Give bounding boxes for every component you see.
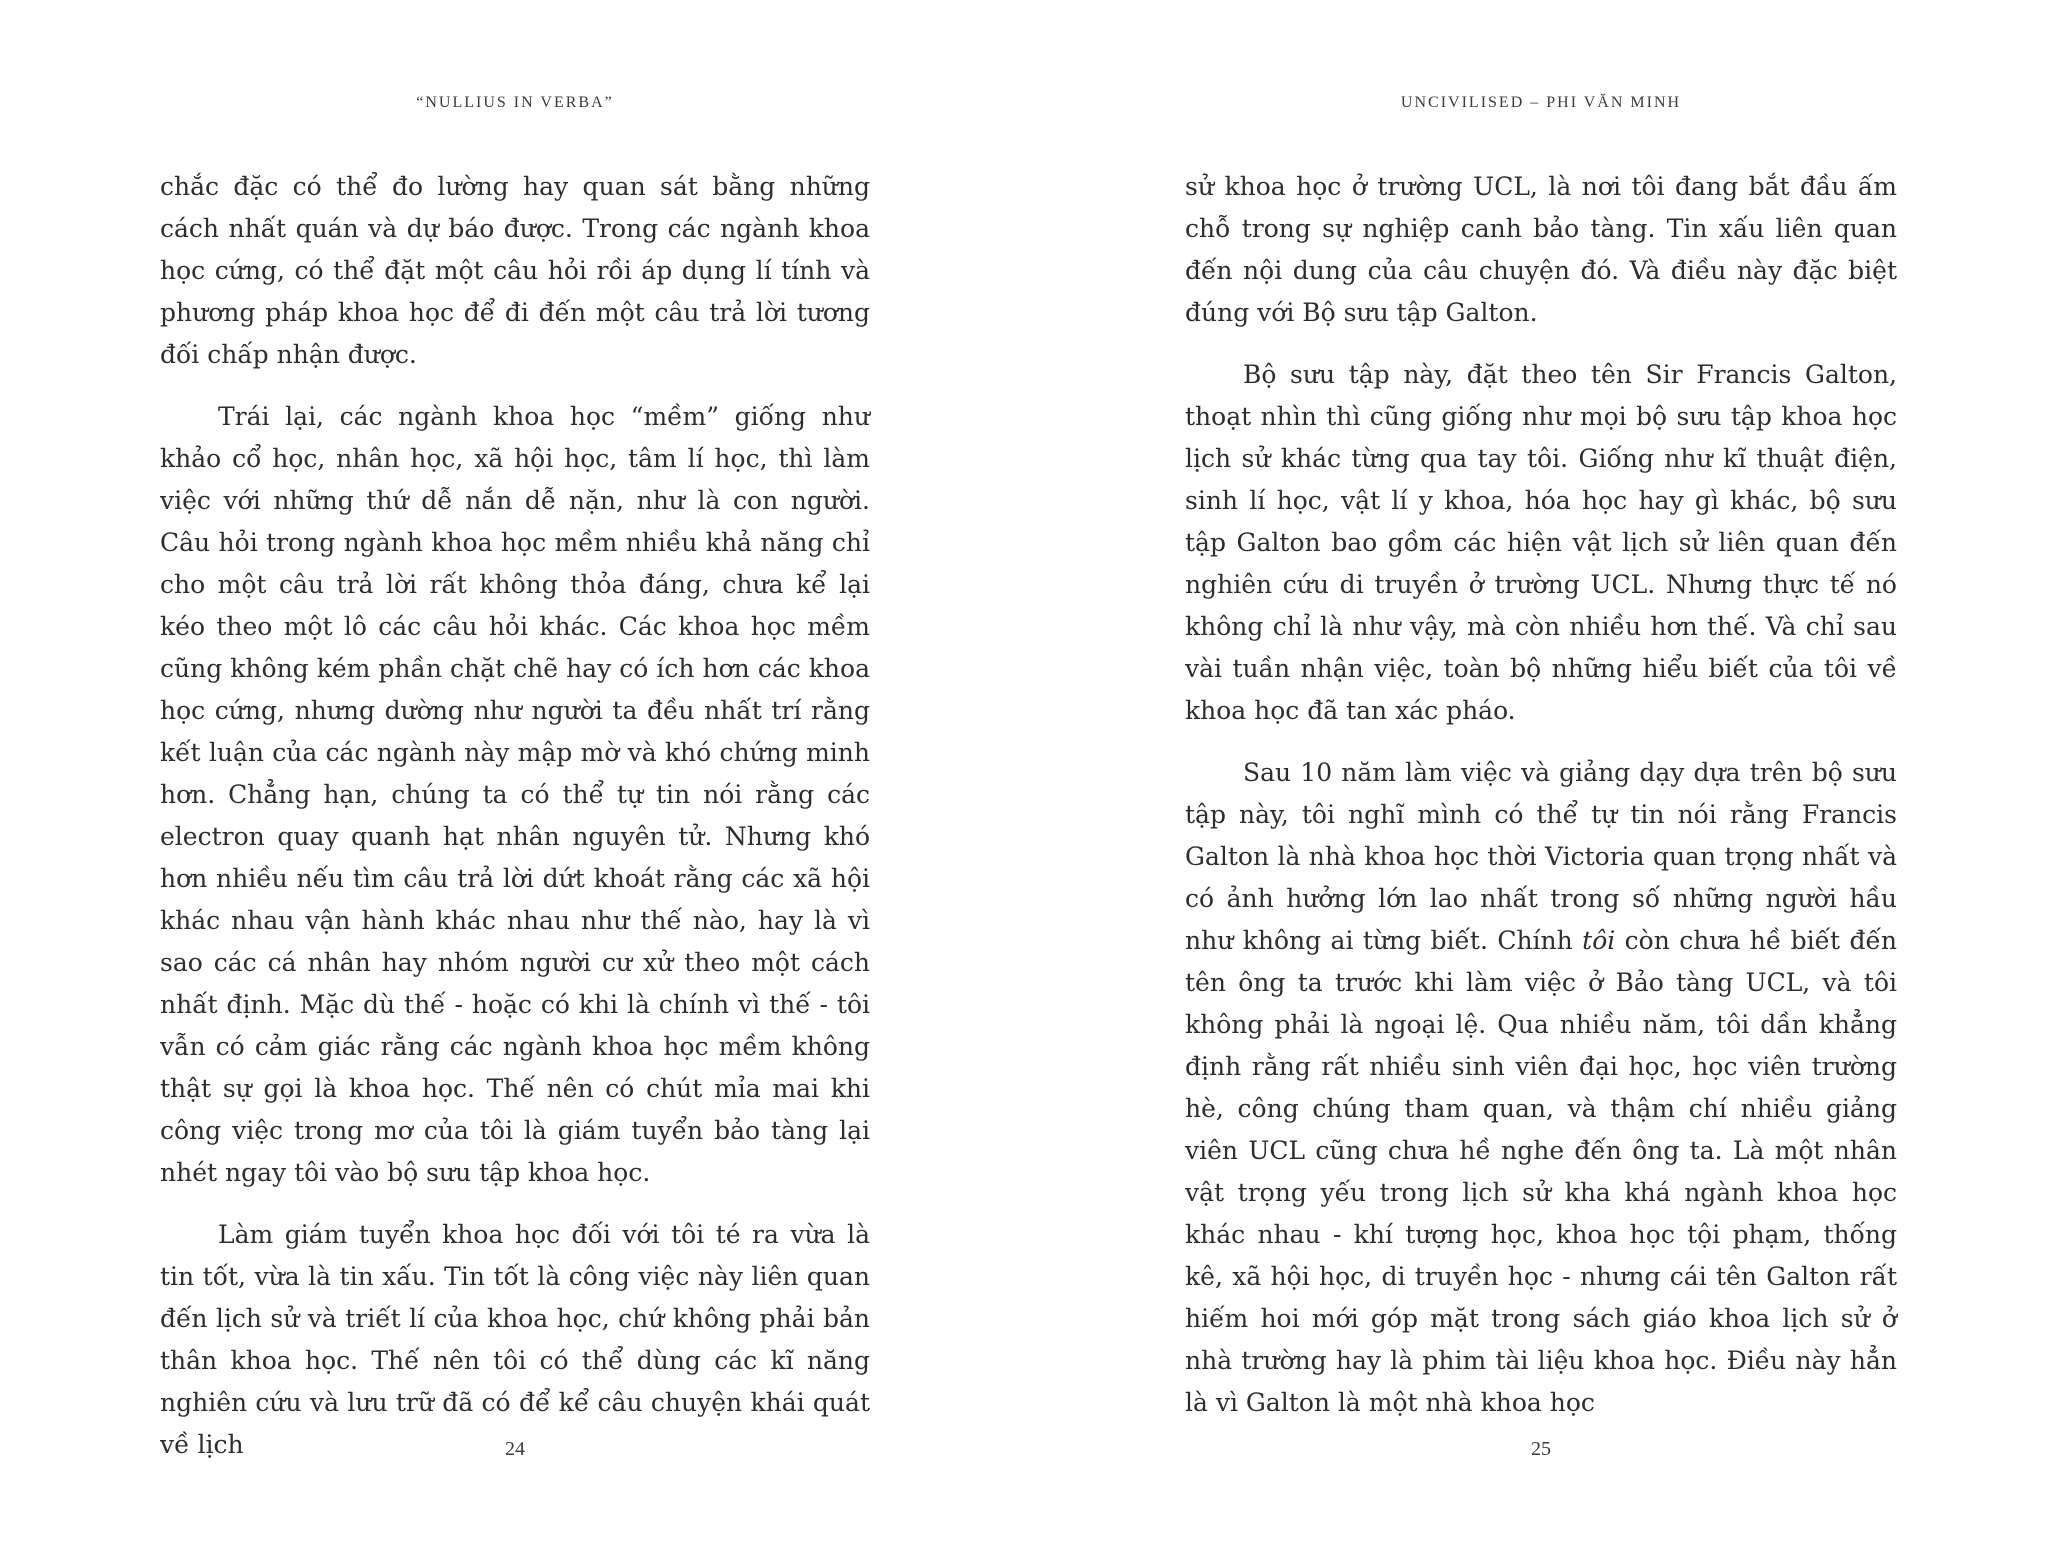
right-paragraph-3-text-after: còn chưa hề biết đến tên ông ta trước khi làm việc ở Bảo tàng UCL, và tôi không phải là ngoại lệ. Qua nhiều năm, tôi dần khẳng định rằng rất nhiều sinh viên đại học, học viên trường hè, công chúng tham quan, và thậm chí nhiều giảng viên UCL cũng chưa hề nghe đến ông ta. Là một nhân vật trọng yếu trong lịch sử kha khá ngành khoa học khác nhau - khí tượng học, khoa học tội phạm, thống kê, xã hội học, di truyền học - nhưng cái tên Galton rất hiếm hoi mới góp mặt trong sách giáo khoa lịch sử ở nhà trường hay là phim tài liệu khoa học. Điều này hẳn là vì Galton là một nhà khoa học bbox=[1185, 926, 1898, 1417]
right-page bbox=[1185, 0, 1897, 1543]
right-paragraph-3-text-before: Sau 10 năm làm việc và giảng dạy dựa trên bộ sưu tập này, tôi nghĩ mình có thể tự tin nói rằng Francis Galton là nhà khoa học thời Victoria quan trọng nhất và có ảnh hưởng lớn lao nhất trong số những người hầu như không ai từng biết. Chính bbox=[1185, 758, 1897, 955]
left-page-number: 24 bbox=[505, 1438, 525, 1460]
right-paragraph-3-emphasis: tôi bbox=[1582, 926, 1616, 955]
right-page-number: 25 bbox=[1531, 1438, 1551, 1460]
left-page bbox=[160, 0, 870, 1543]
left-body-text bbox=[160, 166, 870, 1486]
left-paragraph-1: chắc đặc có thể đo lường hay quan sát bằng những cách nhất quán và dự báo được. Trong các ngành khoa học cứng, có thể đặt một câu hỏi rồi áp dụng lí tính và phương pháp khoa học để đi đến một câu trả lời tương đối chấp nhận được. bbox=[160, 172, 870, 369]
right-paragraph-1: sử khoa học ở trường UCL, là nơi tôi đang bắt đầu ấm chỗ trong sự nghiệp canh bảo tàng. Tin xấu liên quan đến nội dung của câu chuyện đó. Và điều này đặc biệt đúng với Bộ sưu tập Galton. bbox=[1185, 172, 1897, 327]
right-paragraph-3 bbox=[1185, 752, 1897, 1424]
left-paragraph-3: Làm giám tuyển khoa học đối với tôi té ra vừa là tin tốt, vừa là tin xấu. Tin tốt là công việc này liên quan đến lịch sử và triết lí của khoa học, chứ không phải bản thân khoa học. Thế nên tôi có thể dùng các kĩ năng nghiên cứu và lưu trữ đã có để kể câu chuyện khái quát về lịch bbox=[160, 1220, 870, 1459]
right-paragraph-2: Bộ sưu tập này, đặt theo tên Sir Francis Galton, thoạt nhìn thì cũng giống như mọi bộ sưu tập khoa học lịch sử khác từng qua tay tôi. Giống như kĩ thuật điện, sinh lí học, vật lí y khoa, hóa học hay gì khác, bộ sưu tập Galton bao gồm các hiện vật lịch sử liên quan đến nghiên cứu di truyền ở trường UCL. Nhưng thực tế nó không chỉ là như vậy, mà còn nhiều hơn thế. Và chỉ sau vài tuần nhận việc, toàn bộ những hiểu biết của tôi về khoa học đã tan xác pháo. bbox=[1185, 360, 1897, 725]
right-body-text bbox=[1185, 166, 1897, 1444]
left-running-head: “NULLIUS IN VERBA” bbox=[416, 94, 614, 111]
right-running-head: UNCIVILISED – PHI VĂN MINH bbox=[1400, 94, 1682, 111]
left-paragraph-2: Trái lại, các ngành khoa học “mềm” giống như khảo cổ học, nhân học, xã hội học, tâm lí học, thì làm việc với những thứ dễ nắn dễ nặn, như là con người. Câu hỏi trong ngành khoa học mềm nhiều khả năng chỉ cho một câu trả lời rất không thỏa đáng, chưa kể lại kéo theo một lô các câu hỏi khác. Các khoa học mềm cũng không kém phần chặt chẽ hay có ích hơn các khoa học cứng, nhưng dường như người ta đều nhất trí rằng kết luận của các ngành này mập mờ và khó chứng minh hơn. Chẳng hạn, chúng ta có thể tự tin nói rằng các electron quay quanh hạt nhân nguyên tử. Nhưng khó hơn nhiều nếu tìm câu trả lời dứt khoát rằng các xã hội khác nhau vận hành khác nhau như thế nào, hay là vì sao các cá nhân hay nhóm người cư xử theo một cách nhất định. Mặc dù thế - hoặc có khi là chính vì thế - tôi vẫn có cảm giác rằng các ngành khoa học mềm không thật sự gọi là khoa học. Thế nên có chút mỉa mai khi công việc trong mơ của tôi là giám tuyển bảo tàng lại nhét ngay tôi vào bộ sưu tập khoa học. bbox=[160, 402, 870, 1187]
